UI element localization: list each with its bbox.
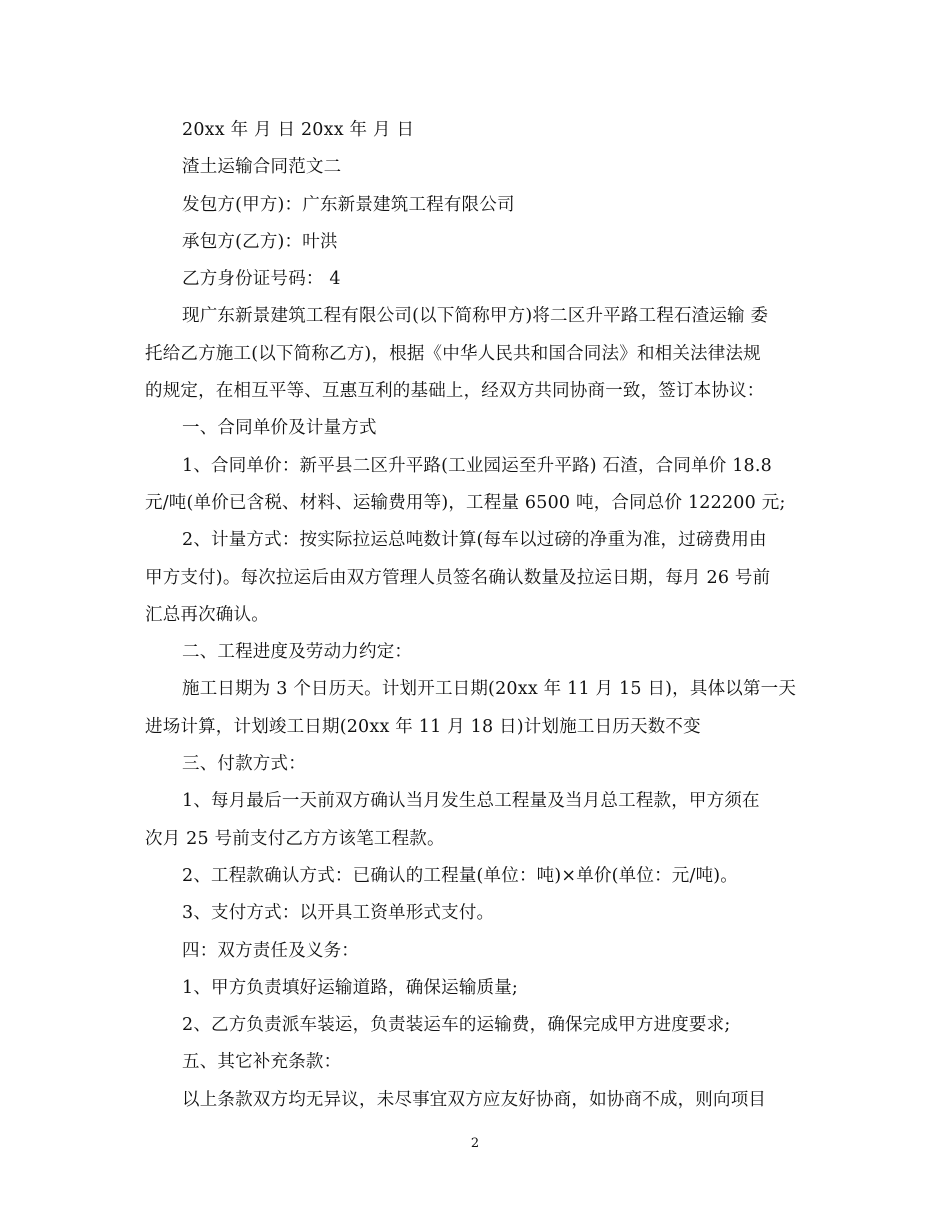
document-line: 施工日期为 3 个日历天。计划开工日期(20xx 年 11 月 15 日)，具体以第一天 — [182, 679, 797, 700]
document-line: 2、计量方式：按实际拉运总吨数计算(每车以过磅的净重为准，过磅费用由 — [182, 530, 767, 551]
page-number: 2 — [470, 1136, 480, 1151]
document-line: 三、付款方式： — [182, 754, 306, 775]
document-line: 一、合同单价及计量方式 — [182, 418, 377, 439]
document-line: 甲方支付)。每次拉运后由双方管理人员签名确认数量及拉运日期，每月 26 号前 — [145, 567, 771, 588]
document-line: 现广东新景建筑工程有限公司(以下简称甲方)将二区升平路工程石渣运输 委 — [182, 306, 769, 327]
document-line: 托给乙方施工(以下简称乙方)，根据《中华人民共和国合同法》和相关法律法规 — [145, 343, 761, 364]
document-line: 进场计算，计划竣工日期(20xx 年 11 月 18 日)计划施工日历天数不变 — [145, 716, 701, 737]
document-line: 乙方身份证号码： 4 — [182, 269, 341, 290]
document-line: 四：双方责任及义务： — [182, 940, 359, 961]
document-line: 承包方(乙方)：叶洪 — [182, 231, 338, 252]
document-line: 1、合同单价：新平县二区升平路(工业园运至升平路) 石渣，合同单价 18.8 — [182, 455, 772, 476]
document-line: 2、工程款确认方式：已确认的工程量(单位：吨)×单价(单位：元/吨)。 — [182, 865, 739, 886]
document-line: 1、甲方负责填好运输道路，确保运输质量; — [182, 977, 519, 998]
document-line: 的规定，在相互平等、互惠互利的基础上，经双方共同协商一致，签订本协议： — [145, 381, 765, 402]
document-line: 以上条款双方均无异议，未尽事宜双方应友好协商，如协商不成，则向项目 — [182, 1089, 767, 1110]
document-line: 五、其它补充条款： — [182, 1052, 342, 1073]
document-body — [145, 112, 805, 1119]
document-line: 元/吨(单价已含税、材料、运输费用等)，工程量 6500 吨，合同总价 122200 元; — [145, 492, 786, 513]
document-line: 2、乙方负责派车装运，负责装运车的运输费，确保完成甲方进度要求; — [182, 1015, 731, 1036]
document-line: 3、支付方式：以开具工资单形式支付。 — [182, 903, 495, 924]
document-line: 1、每月最后一天前双方确认当月发生总工程量及当月总工程款，甲方须在 — [182, 791, 760, 812]
document-line: 渣土运输合同范文二 — [182, 157, 342, 178]
document-line: 汇总再次确认。 — [145, 604, 269, 625]
document-line: 次月 25 号前支付乙方方该笔工程款。 — [145, 828, 445, 849]
document-line: 20xx 年 月 日 20xx 年 月 日 — [182, 120, 415, 140]
document-line: 二、工程进度及劳动力约定： — [182, 642, 413, 663]
document-line: 发包方(甲方)：广东新景建筑工程有限公司 — [182, 194, 515, 215]
